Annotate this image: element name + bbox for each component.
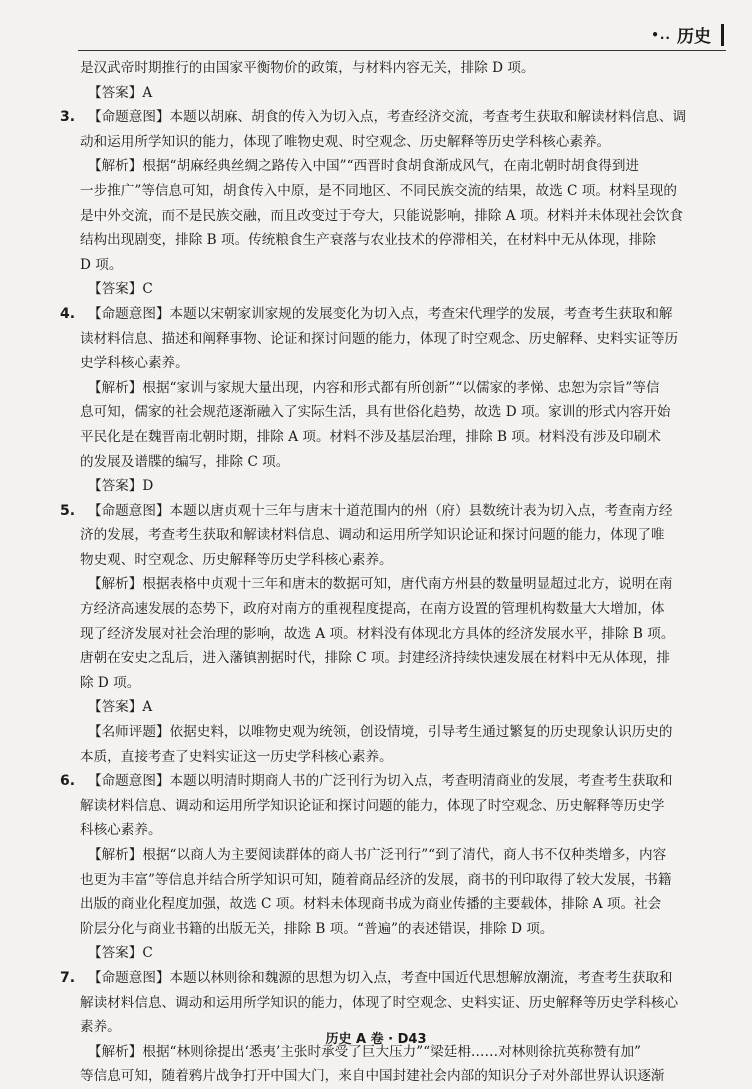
text-line: 方经济高速发展的态势下，政府对南方的重视程度提高，在南方设置的管理机构数量大大增加，体 [80,601,665,618]
text-line: 【解析】根据“家训与家规大量出现，内容和形式都有所创新”“以儒家的孝悌、忠恕为宗旨”等信 [88,379,660,396]
text-line: 【答案】C [88,945,153,962]
question-number: 6. [60,773,76,790]
text-line: 平民化是在魏晋南北朝时期，排除 A 项。材料不涉及基层治理，排除 B 项。材料没有涉及印刷术 [80,428,661,445]
question-list [60,105,698,1089]
header-rule [78,50,726,51]
text-line: 素养。 [80,1019,121,1036]
text-line: 科核心素养。 [80,822,162,839]
text-line: 是中外交流，而不是民族交融，而且改变过于夸大，只能说影响，排除 A 项。材料并未体现社会饮食 [80,207,683,224]
text-line: 也更为丰富”等信息并结合所学知识可知，随着商品经济的发展，商书的刊印取得了较大发展，书籍 [80,871,672,888]
text-line: 【命题意图】本题以胡麻、胡食的传入为切入点，考查经济交流，考查考生获取和解读材料信息、调 [88,109,687,126]
text-line: 唐朝在安史之乱后，进入藩镇割据时代，排除 C 项。封建经济持续快速发展在材料中无从体现，排 [80,650,670,667]
question-item [60,105,698,302]
text-line: 【命题意图】本题以林则徐和魏源的思想为切入点，考查中国近代思想解放潮流，考查考生获取和 [88,969,673,986]
decorative-dots: •.. [651,27,671,42]
question-number: 5. [60,502,76,519]
subject-title: 历史 [677,27,711,47]
text-line: 【答案】A [88,699,153,716]
text-line: 阶层分化与商业书籍的出版无关，排除 B 项。“普遍”的表述错误，排除 D 项。 [80,920,554,937]
text-line: 济的发展，考查考生获取和解读材料信息、调动和运用所学知识论证和探讨问题的能力，体现了唯 [80,527,665,544]
text-line: 现了经济发展对社会治理的影响，故选 A 项。材料没有体现北方具体的经济发展水平，排除 B 项。 [80,625,675,642]
text-line: 【解析】根据表格中贞观十三年和唐末的数据可知，唐代南方州县的数量明显超过北方，说明在南 [88,576,673,593]
text-line: 【解析】根据“林则徐提出‘悉夷’主张时承受了巨大压力”“梁廷枏……对林则徐抗英称赞有加” [88,1043,641,1060]
question-item [60,302,698,499]
text-line: D 项。 [80,256,123,273]
question-item [60,769,698,966]
lead-answer: 【答案】A [88,84,153,101]
text-line: 【解析】根据“胡麻经典丝绸之路传入中国”“西晋时食胡食渐成风气，在南北朝时胡食得到进 [88,158,640,175]
text-line: 物史观、时空观念、历史解释等历史学科核心素养。 [80,551,393,568]
text-line: 出版的商业化程度加强，故选 C 项。材料未体现商书成为商业传播的主要载体，排除 A 项。社会 [80,896,662,913]
text-line: 本质，直接考查了史料实证这一历史学科核心素养。 [80,748,393,765]
text-line: 【名师评题】依据史料，以唯物史观为统领，创设情境，引导考生通过繁复的历史现象认识历史的 [88,724,673,741]
question-number: 3. [60,109,76,126]
tab-bar-icon [721,24,724,46]
text-line: 【命题意图】本题以宋朝家训家规的发展变化为切入点，考查宋代理学的发展，考查考生获取和解 [88,305,673,322]
text-line: 除 D 项。 [80,674,141,691]
subject-tab [651,22,724,47]
question-number: 7. [60,969,76,986]
question-number: 4. [60,305,76,322]
text-line: 【答案】C [88,281,153,298]
text-line: 解读材料信息、调动和运用所学知识论证和探讨问题的能力，体现了时空观念、历史解释等历史学 [80,797,665,814]
text-line: 【答案】D [88,478,154,495]
text-line: 结构出现剧变，排除 B 项。传统粮食生产衰落与农业技术的停滞相关，在材料中无从体现，排除 [80,232,656,249]
page-footer: 历史 A 卷 · D43 [325,1032,427,1047]
text-line: 等信息可知，随着鸦片战争打开中国大门，来自中国封建社会内部的知识分子对外部世界认识逐渐 [80,1068,665,1085]
text-line: 动和运用所学知识的能力，体现了唯物史观、时空观念、历史解释等历史学科核心素养。 [80,133,611,150]
content-body [60,56,698,1089]
text-line: 【命题意图】本题以明清时期商人书的广泛刊行为切入点，考查明清商业的发展，考查考生获取和 [88,773,673,790]
text-line: 【命题意图】本题以唐贞观十三年与唐末十道范围内的州（府）县数统计表为切入点，考查南方经 [88,502,673,519]
text-line: 解读材料信息、调动和运用所学知识的能力，体现了时空观念、史料实证、历史解释等历史学科核心 [80,994,679,1011]
text-line: 史学科核心素养。 [80,355,189,372]
text-line: 【解析】根据“以商人为主要阅读群体的商人书广泛刊行”“到了清代，商人书不仅种类增多，内容 [88,847,667,863]
question-item [60,499,698,770]
text-line: 息可知，儒家的社会规范逐渐融入了实际生活，具有世俗化趋势，故选 D 项。家训的形式内容开始 [80,404,671,421]
lead-line: 是汉武帝时期推行的由国家平衡物价的政策，与材料内容无关，排除 D 项。 [80,60,535,76]
text-line: 读材料信息、描述和阐释事物、论证和探讨问题的能力，体现了时空观念、历史解释、史料实证等历 [80,330,679,347]
text-line: 一步推广”等信息可知，胡食传入中原，是不同地区、不同民族交流的结果，故选 C 项。材料呈现的 [80,182,677,199]
text-line: 的发展及谱牒的编写，排除 C 项。 [80,453,290,470]
